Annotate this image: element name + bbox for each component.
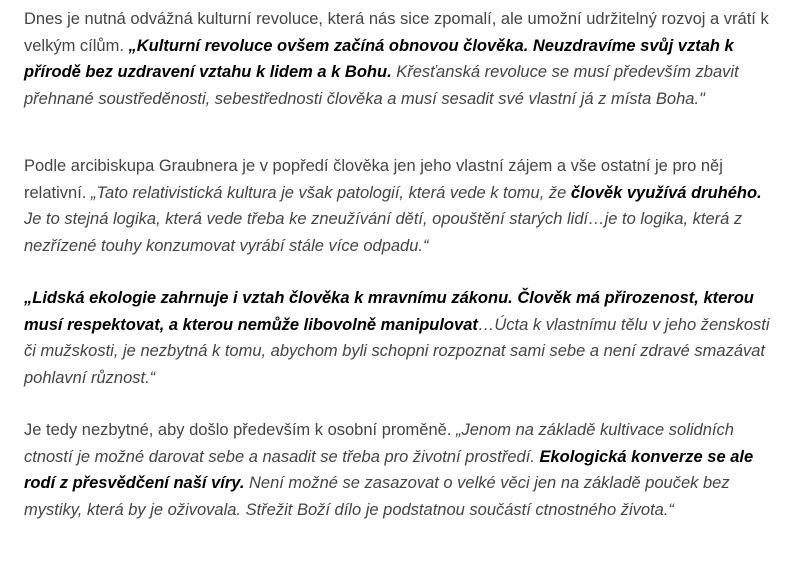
paragraph-4 — [24, 417, 774, 523]
paragraph-3-bold-quote: „Lidská ekologie zahrnuje i vztah člověka k mravnímu zákonu. Člověk má přirozenost, kterou musí respektovat, a kterou nemůže libovolně manipulovat — [24, 289, 754, 334]
paragraph-3 — [24, 285, 774, 391]
paragraph-4-text: Je tedy nezbytné, aby došlo především k osobní proměně. — [24, 421, 456, 439]
paragraph-1-text: Dnes je nutná odvážná kulturní revoluce, která nás sice zpomalí, ale umožní udržitelný rozvoj a vrátí k velkým cílům. — [24, 10, 769, 55]
paragraph-4-quote-start: „Jenom na základě kultivace solidních ctností je možné darovat sebe a nasadit se třeba pro životní prostředí. — [24, 421, 734, 466]
paragraph-2 — [24, 153, 774, 259]
paragraph-1-bold-quote: „Kulturní revoluce ovšem začíná obnovou člověka. Neuzdravíme svůj vztah k přírodě bez uzdravení vztahu k lidem a k Bohu. — [24, 36, 734, 81]
paragraph-1-quote: Křesťanská revoluce se musí především zbavit přehnané soustředěnosti, sebestřednosti člověka a musí sesadit své vlastní já z místa Boha." — [24, 63, 739, 108]
paragraph-1 — [24, 6, 774, 112]
paragraph-2-text: Podle arcibiskupa Graubnera je v popředí člověka jen jeho vlastní zájem a vše ostatní je pro něj relativní. — [24, 157, 723, 202]
paragraph-4-bold-quote: Ekologická konverze se ale rodí z přesvědčení naší víry. — [24, 447, 754, 492]
paragraph-2-bold-quote: člověk využívá druhého. — [570, 183, 762, 202]
paragraph-2-quote-start: „Tato relativistická kultura je však patologií, která vede k tomu, že — [90, 183, 571, 202]
paragraph-3-quote: …Úcta k vlastnímu tělu v jeho ženskosti či mužskosti, je nezbytná k tomu, abychom byli schopni rozpoznat sami sebe a není zdravé smazávat pohlavní různost.“ — [24, 315, 770, 387]
paragraph-2-quote-end: Je to stejná logika, která vede třeba ke zneužívání dětí, opouštění starých lidí…je to logika, která z nezřízené touhy konzumovat vyrábí stále více odpadu.“ — [24, 210, 743, 255]
paragraph-4-quote-end: Není možné se zasazovat o velké věci jen na základě pouček bez mystiky, která by je oživovala. Střežit Boží dílo je podstatnou součástí ctnostného života.“ — [24, 474, 730, 519]
